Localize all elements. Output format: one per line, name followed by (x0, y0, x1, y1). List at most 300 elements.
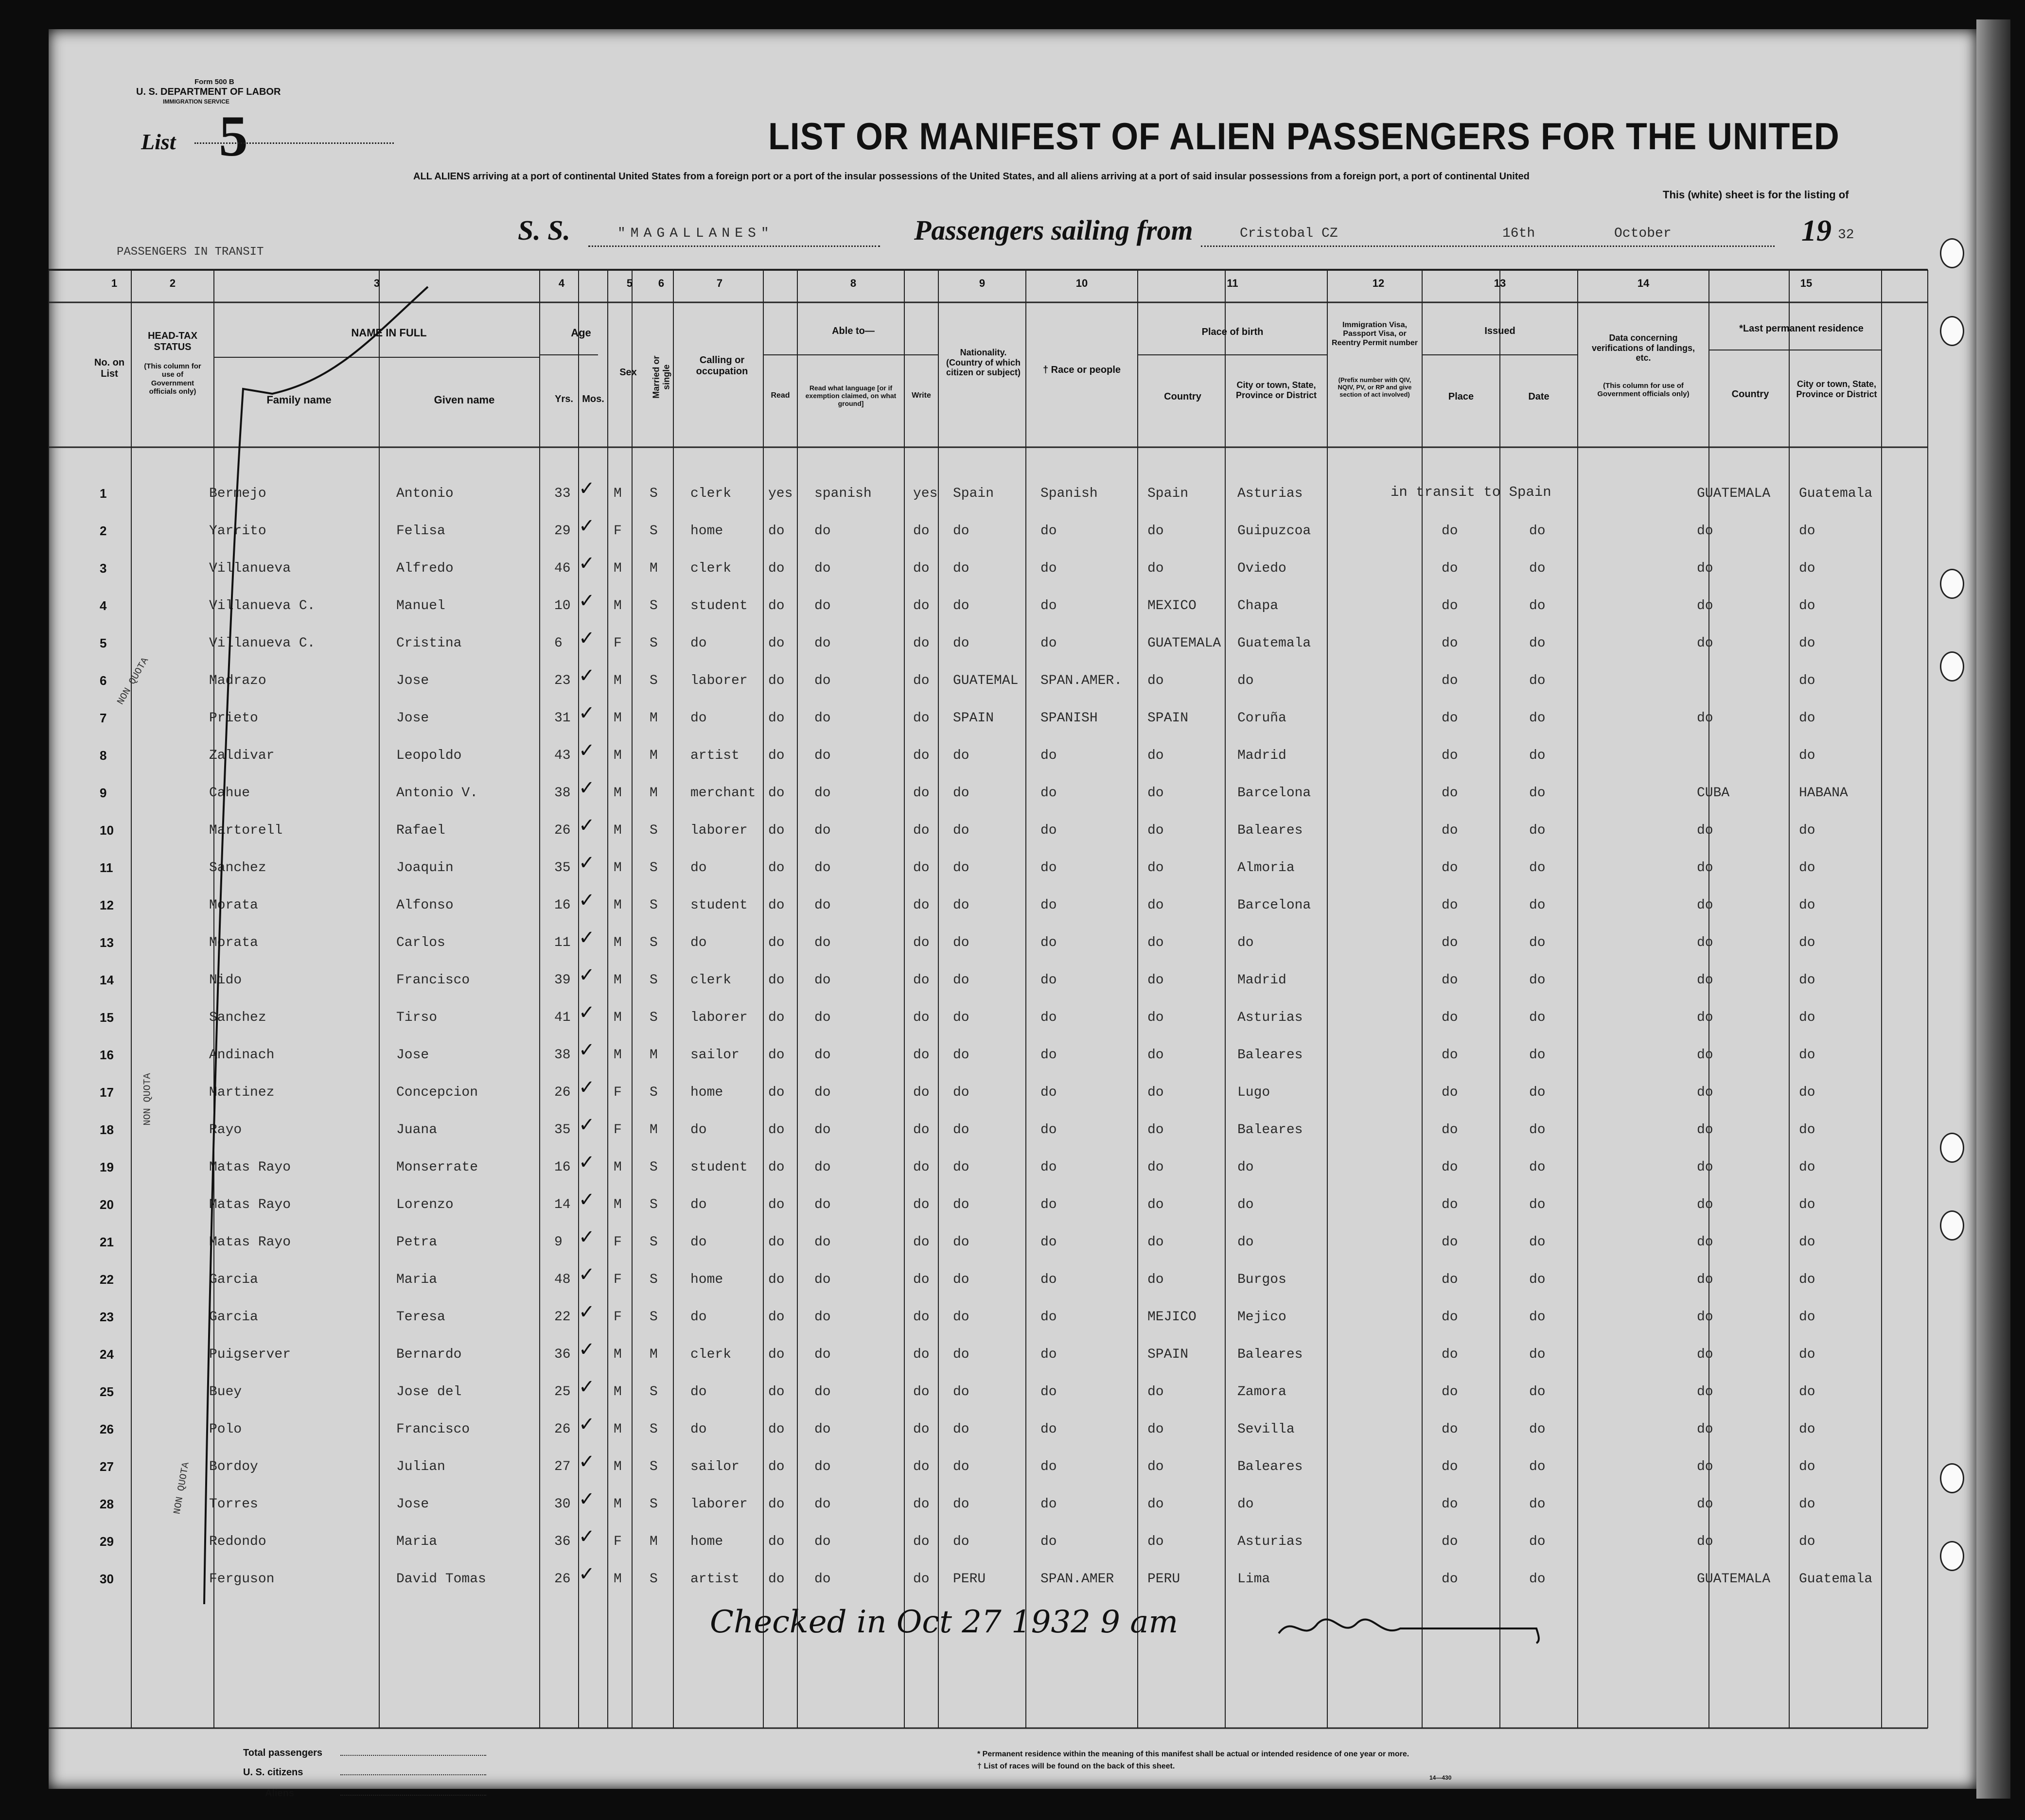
check-mark-icon: ✓ (579, 964, 595, 986)
issued-date: do (1529, 1197, 1546, 1212)
sex: M (614, 786, 622, 801)
birth-city: Almoria (1237, 860, 1295, 875)
nationality: do (953, 524, 969, 539)
non-quota-stamp: NON QUOTA (115, 655, 151, 707)
occupation: do (690, 711, 707, 726)
read-language: do (814, 1572, 831, 1587)
issued-place: do (1442, 1497, 1458, 1512)
race: do (1040, 898, 1057, 913)
marital-status: S (650, 1010, 658, 1025)
nationality: do (953, 1197, 969, 1212)
birth-country: do (1147, 973, 1164, 988)
check-mark-icon: ✓ (579, 1488, 595, 1510)
can-read: do (768, 1534, 785, 1549)
issued-place: do (1442, 561, 1458, 576)
nationality: do (953, 823, 969, 838)
nationality: do (953, 1235, 969, 1250)
sailing-label: Passengers sailing from (914, 214, 1193, 246)
nationality: do (953, 786, 969, 801)
residence-country: do (1697, 524, 1713, 539)
given-name: Monserrate (396, 1160, 478, 1175)
nationality: GUATEMAL (953, 673, 1019, 688)
marital-status: M (650, 748, 658, 763)
can-write: do (913, 1422, 930, 1437)
footer-total-line (340, 1755, 486, 1756)
read-language: do (814, 1235, 831, 1250)
issued-date: do (1529, 973, 1546, 988)
ss-label: S. S. (518, 214, 571, 246)
can-write: do (913, 1459, 930, 1474)
birth-city: Mejico (1237, 1310, 1286, 1325)
issued-place: do (1442, 673, 1458, 688)
check-mark-icon: ✓ (579, 927, 595, 949)
issued-date: do (1529, 1422, 1546, 1437)
birth-country: do (1147, 1384, 1164, 1400)
read-language: do (814, 1347, 831, 1362)
read-language: do (814, 786, 831, 801)
birth-city: do (1237, 1197, 1254, 1212)
issued-place: do (1442, 1085, 1458, 1100)
passenger-number: 12 (100, 898, 114, 912)
residence-country: do (1697, 860, 1713, 875)
issued-date: do (1529, 1085, 1546, 1100)
residence-country: do (1697, 1122, 1713, 1138)
can-read: do (768, 1197, 785, 1212)
family-name: Polo (209, 1422, 242, 1437)
can-read: do (768, 1272, 785, 1287)
race: do (1040, 598, 1057, 613)
residence-country: do (1697, 1422, 1713, 1437)
residence-country: do (1697, 1459, 1713, 1474)
sex: M (614, 823, 622, 838)
inspector-signature-icon (1274, 1609, 1546, 1648)
footer-citizens-line (340, 1774, 486, 1775)
birth-country: do (1147, 1497, 1164, 1512)
age-years: 38 (554, 1048, 571, 1063)
age-years: 22 (554, 1310, 571, 1325)
issued-date: do (1529, 1384, 1546, 1400)
sailing-month: October (1614, 226, 1672, 241)
residence-country: do (1697, 1534, 1713, 1549)
read-language: do (814, 1497, 831, 1512)
issued-place: do (1442, 1572, 1458, 1587)
handwritten-checked-note: Checked in Oct 27 1932 9 am (710, 1604, 1179, 1640)
can-write: do (913, 1384, 930, 1400)
birth-country: do (1147, 1010, 1164, 1025)
subtitle-line-2: This (white) sheet is for the listing of (1663, 189, 1849, 201)
age-years: 26 (554, 1572, 571, 1587)
family-name: Nido (209, 973, 242, 988)
given-name: Antonio V. (396, 786, 478, 801)
column-number: 10 (1075, 277, 1088, 289)
race: do (1040, 748, 1057, 763)
sex: F (614, 1085, 622, 1100)
header-race: † Race or people (1042, 365, 1121, 375)
residence-city: do (1799, 1310, 1815, 1325)
marital-status: S (650, 823, 658, 838)
column-number: 1 (111, 277, 118, 289)
check-mark-icon: ✓ (579, 739, 595, 762)
check-mark-icon: ✓ (579, 1001, 595, 1024)
issued-date: do (1529, 1272, 1546, 1287)
birth-country: do (1147, 1422, 1164, 1437)
race: do (1040, 1422, 1057, 1437)
age-years: 26 (554, 823, 571, 838)
family-name: Martinez (209, 1085, 275, 1100)
residence-country: do (1697, 823, 1713, 838)
issued-place: do (1442, 786, 1458, 801)
family-name: Matas Rayo (209, 1235, 291, 1250)
can-read: do (768, 561, 785, 576)
age-years: 46 (554, 561, 571, 576)
race: do (1040, 1085, 1057, 1100)
given-name: Leopoldo (396, 748, 462, 763)
age-years: 43 (554, 748, 571, 763)
occupation: artist (690, 748, 740, 763)
age-years: 9 (554, 1235, 563, 1250)
read-language: do (814, 1534, 831, 1549)
occupation: do (690, 860, 707, 875)
check-mark-icon: ✓ (579, 1413, 595, 1435)
family-name: Martorell (209, 823, 283, 838)
issued-date: do (1529, 1122, 1546, 1138)
residence-country: do (1697, 1085, 1713, 1100)
can-read: do (768, 1235, 785, 1250)
can-read: do (768, 1085, 785, 1100)
residence-city: HABANA (1799, 786, 1848, 801)
header-visa: Immigration Visa, Passport Visa, or Reentry Permit number (1332, 321, 1418, 347)
passenger-number: 18 (100, 1122, 114, 1137)
race: do (1040, 786, 1057, 801)
given-name: Teresa (396, 1310, 445, 1325)
read-language: do (814, 524, 831, 539)
birth-country: do (1147, 748, 1164, 763)
sex: M (614, 1347, 622, 1362)
birth-country: SPAIN (1147, 1347, 1189, 1362)
birth-city: Asturias (1237, 1010, 1303, 1025)
passenger-number: 29 (100, 1534, 114, 1549)
issued-date: do (1529, 1534, 1546, 1549)
can-write: do (913, 711, 930, 726)
age-years: 35 (554, 1122, 571, 1138)
family-name: Villanueva C. (209, 636, 316, 651)
passenger-number: 28 (100, 1497, 114, 1511)
occupation: do (690, 1197, 707, 1212)
family-name: Bordoy (209, 1459, 258, 1474)
residence-city: do (1799, 636, 1815, 651)
given-name: Francisco (396, 1422, 470, 1437)
race: do (1040, 561, 1057, 576)
residence-city: Guatemala (1799, 486, 1873, 501)
issued-date: do (1529, 1048, 1546, 1063)
given-name: Jose (396, 1497, 429, 1512)
marital-status: S (650, 1310, 658, 1325)
can-write: do (913, 561, 930, 576)
sex: M (614, 860, 622, 875)
age-years: 29 (554, 524, 571, 539)
age-years: 14 (554, 1197, 571, 1212)
can-read: do (768, 748, 785, 763)
family-name: Bermejo (209, 486, 266, 501)
occupation: clerk (690, 561, 732, 576)
issued-date: do (1529, 598, 1546, 613)
nationality: SPAIN (953, 711, 994, 726)
race: do (1040, 1534, 1057, 1549)
race: SPANISH (1040, 711, 1098, 726)
birth-city: Oviedo (1237, 561, 1286, 576)
age-years: 23 (554, 673, 571, 688)
header-married-single: Married or single (651, 355, 671, 399)
passenger-number: 16 (100, 1048, 114, 1062)
age-years: 30 (554, 1497, 571, 1512)
birth-country: do (1147, 1272, 1164, 1287)
birth-country: do (1147, 1048, 1164, 1063)
residence-city: do (1799, 823, 1815, 838)
nationality: do (953, 598, 969, 613)
residence-city: do (1799, 673, 1815, 688)
nationality: do (953, 1459, 969, 1474)
read-language: do (814, 1122, 831, 1138)
birth-city: Baleares (1237, 1122, 1303, 1138)
nationality: do (953, 1534, 969, 1549)
sex: M (614, 1497, 622, 1512)
given-name: Juana (396, 1122, 438, 1138)
marital-status: S (650, 673, 658, 688)
issued-place: do (1442, 860, 1458, 875)
given-name: Antonio (396, 486, 454, 501)
age-years: 33 (554, 486, 571, 501)
passenger-number: 2 (100, 524, 107, 538)
footer-aliens: Aliens (265, 1788, 295, 1799)
read-language: do (814, 1085, 831, 1100)
family-name: Matas Rayo (209, 1160, 291, 1175)
residence-city: do (1799, 860, 1815, 875)
occupation: merchant (690, 786, 756, 801)
age-years: 26 (554, 1085, 571, 1100)
given-name: Jose (396, 673, 429, 688)
header-read: Read (771, 391, 790, 400)
issued-place: do (1442, 1384, 1458, 1400)
read-language: do (814, 1272, 831, 1287)
marital-status: S (650, 1497, 658, 1512)
issued-date: do (1529, 860, 1546, 875)
check-mark-icon: ✓ (579, 1301, 595, 1323)
nationality: do (953, 860, 969, 875)
family-name: Matas Rayo (209, 1197, 291, 1212)
can-write: do (913, 1572, 930, 1587)
race: do (1040, 935, 1057, 950)
birth-country: do (1147, 1235, 1164, 1250)
residence-country: do (1697, 1235, 1713, 1250)
marital-status: M (650, 1347, 658, 1362)
family-name: Zaldivar (209, 748, 275, 763)
check-mark-icon: ✓ (579, 1226, 595, 1248)
residence-city: do (1799, 898, 1815, 913)
marital-status: M (650, 1122, 658, 1138)
issued-place: do (1442, 1010, 1458, 1025)
read-language: do (814, 711, 831, 726)
age-years: 25 (554, 1384, 571, 1400)
can-write: do (913, 1310, 930, 1325)
given-name: Maria (396, 1272, 438, 1287)
issued-place: do (1442, 636, 1458, 651)
marital-status: S (650, 636, 658, 651)
can-read: do (768, 1384, 785, 1400)
residence-city: do (1799, 1048, 1815, 1063)
given-name: Manuel (396, 598, 445, 613)
sex: M (614, 711, 622, 726)
year-suffix: 32 (1838, 228, 1854, 243)
nationality: do (953, 1310, 969, 1325)
nationality: do (953, 1497, 969, 1512)
port-of-departure: Cristobal CZ (1240, 226, 1338, 241)
residence-city: do (1799, 524, 1815, 539)
residence-city: do (1799, 1122, 1815, 1138)
header-issued: Issued (1484, 326, 1515, 336)
header-name-in-full: NAME IN FULL (351, 327, 427, 339)
can-write: do (913, 973, 930, 988)
issued-date: do (1529, 1010, 1546, 1025)
age-years: 26 (554, 1422, 571, 1437)
can-read: do (768, 898, 785, 913)
can-read: do (768, 823, 785, 838)
marital-status: M (650, 1534, 658, 1549)
given-name: Lorenzo (396, 1197, 454, 1212)
birth-country: do (1147, 1085, 1164, 1100)
can-write: do (913, 524, 930, 539)
sex: M (614, 1197, 622, 1212)
nationality: do (953, 935, 969, 950)
can-write: yes (913, 486, 938, 501)
read-language: do (814, 935, 831, 950)
can-write: do (913, 1497, 930, 1512)
header-nationality: Nationality. (Country of which citizen or subject) (946, 348, 1021, 378)
birth-city: Asturias (1237, 486, 1303, 501)
given-name: Bernardo (396, 1347, 462, 1362)
family-name: Rayo (209, 1122, 242, 1138)
nationality: do (953, 748, 969, 763)
age-years: 27 (554, 1459, 571, 1474)
marital-status: S (650, 524, 658, 539)
residence-country: do (1697, 1497, 1713, 1512)
family-name: Prieto (209, 711, 258, 726)
occupation: student (690, 898, 748, 913)
birth-city: Guatemala (1237, 636, 1311, 651)
given-name: Joaquin (396, 860, 454, 875)
given-name: Francisco (396, 973, 470, 988)
residence-country: do (1697, 598, 1713, 613)
read-language: do (814, 561, 831, 576)
occupation: laborer (690, 1010, 748, 1025)
read-language: do (814, 1384, 831, 1400)
given-name: Cristina (396, 636, 462, 651)
family-name: Morata (209, 898, 258, 913)
footnote-residence: * Permanent residence within the meaning of this manifest shall be actual or intended residence of one year or more. (977, 1750, 1409, 1758)
family-name: Andinach (209, 1048, 275, 1063)
check-mark-icon: ✓ (579, 1338, 595, 1361)
race: do (1040, 973, 1057, 988)
passenger-number: 9 (100, 786, 107, 800)
occupation: student (690, 1160, 748, 1175)
marital-status: S (650, 1384, 658, 1400)
sex: F (614, 636, 622, 651)
issued-place: do (1442, 524, 1458, 539)
residence-city: do (1799, 1422, 1815, 1437)
issued-date: do (1529, 1497, 1546, 1512)
read-language: do (814, 1422, 831, 1437)
birth-country: PERU (1147, 1572, 1180, 1587)
issued-place: do (1442, 598, 1458, 613)
issued-place: do (1442, 748, 1458, 763)
residence-country: do (1697, 561, 1713, 576)
age-years: 35 (554, 860, 571, 875)
birth-city: Madrid (1237, 748, 1286, 763)
birth-country: do (1147, 1534, 1164, 1549)
sex: F (614, 524, 622, 539)
can-read: do (768, 1160, 785, 1175)
sex: F (614, 1310, 622, 1325)
form-number: Form 500 B (194, 78, 234, 86)
header-calling: Calling or occupation (696, 355, 748, 377)
header-data-landings: Data concerning verifications of landings, etc. (1591, 333, 1695, 363)
passenger-number: 24 (100, 1347, 114, 1362)
occupation: student (690, 598, 748, 613)
birth-city: do (1237, 1235, 1254, 1250)
marital-status: M (650, 711, 658, 726)
age-years: 16 (554, 1160, 571, 1175)
issued-place: do (1442, 1459, 1458, 1474)
header-age-months: Mos. (582, 394, 604, 404)
residence-city: do (1799, 1272, 1815, 1287)
birth-country: MEJICO (1147, 1310, 1197, 1325)
race: SPAN.AMER. (1040, 673, 1123, 688)
occupation: home (690, 1272, 723, 1287)
residence-city: do (1799, 561, 1815, 576)
given-name: Alfonso (396, 898, 454, 913)
check-mark-icon: ✓ (579, 515, 595, 537)
transit-note: in transit to Spain (1391, 484, 1551, 500)
marital-status: S (650, 1572, 658, 1587)
birth-country: Spain (1147, 486, 1189, 501)
issued-place: do (1442, 1422, 1458, 1437)
race: do (1040, 636, 1057, 651)
can-read: do (768, 786, 785, 801)
read-language: do (814, 598, 831, 613)
given-name: Alfredo (396, 561, 454, 576)
given-name: Maria (396, 1534, 438, 1549)
passenger-number: 1 (100, 486, 107, 501)
nationality: do (953, 1272, 969, 1287)
issued-place: do (1442, 1310, 1458, 1325)
given-name: David Tomas (396, 1572, 486, 1587)
residence-city: do (1799, 1197, 1815, 1212)
passenger-number: 5 (100, 636, 107, 650)
issued-date: do (1529, 786, 1546, 801)
given-name: Petra (396, 1235, 438, 1250)
given-name: Jose (396, 711, 429, 726)
issued-date: do (1529, 524, 1546, 539)
column-number: 5 (626, 277, 633, 289)
residence-city: do (1799, 711, 1815, 726)
sex: M (614, 1422, 622, 1437)
marital-status: S (650, 1422, 658, 1437)
can-write: do (913, 823, 930, 838)
read-language: do (814, 898, 831, 913)
birth-country: do (1147, 1197, 1164, 1212)
race: do (1040, 1272, 1057, 1287)
residence-country: GUATEMALA (1697, 486, 1771, 501)
passenger-number: 25 (100, 1384, 114, 1399)
